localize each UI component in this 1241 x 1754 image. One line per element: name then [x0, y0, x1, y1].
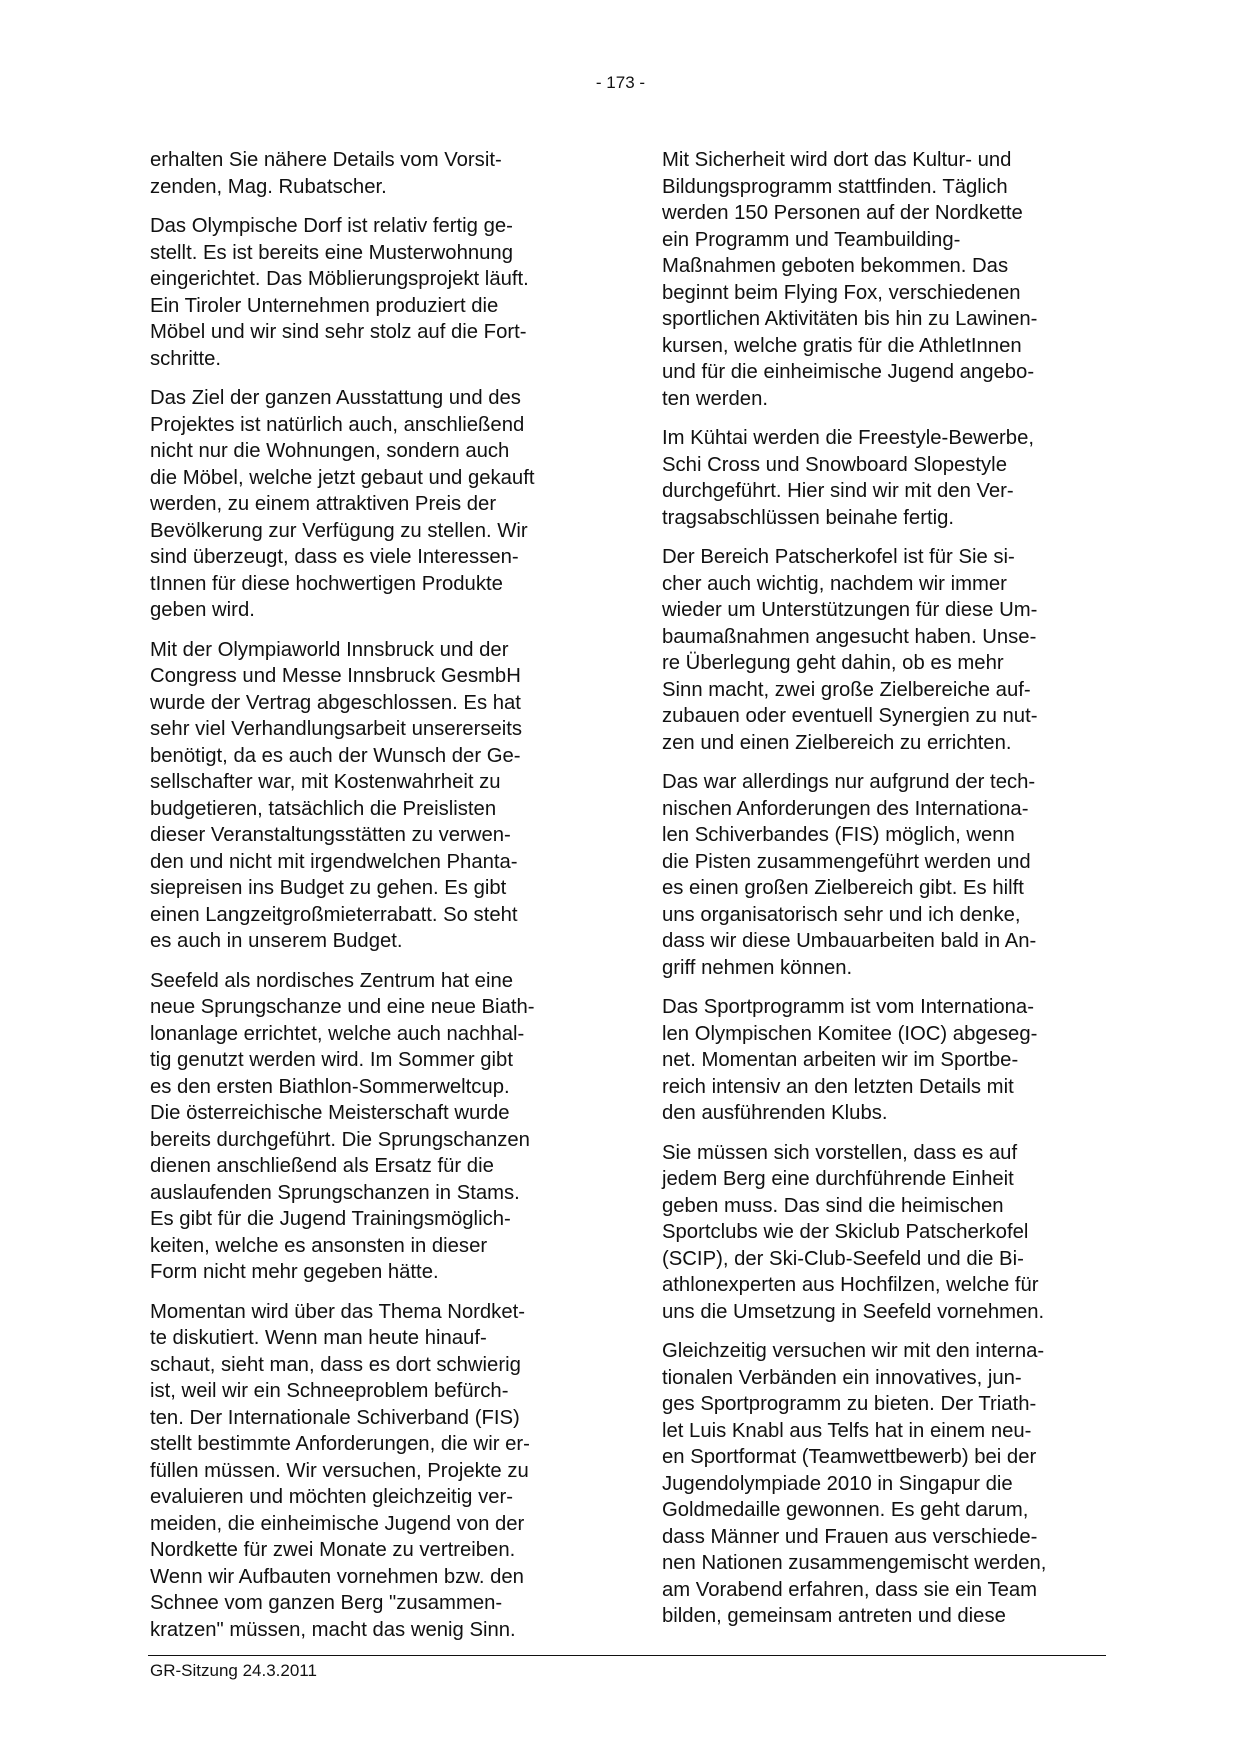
text-line: kratzen" müssen, macht das wenig Sinn. — [150, 1618, 516, 1641]
text-line: zubauen oder eventuell Synergien zu nut- — [662, 705, 1038, 727]
paragraph — [150, 968, 610, 1286]
text-line: Das Olympische Dorf ist relativ fertig ge- — [150, 215, 513, 237]
text-line: nischen Anforderungen des Internationa- — [662, 797, 1029, 820]
text-line: stellt bestimmte Anforderungen, die wir er- — [150, 1433, 530, 1455]
text-line: ist, weil wir ein Schneeproblem befürch- — [150, 1380, 509, 1402]
text-line: benötigt, da es auch der Wunsch der Ge- — [150, 744, 521, 767]
text-line: Wenn wir Aufbauten vornehmen bzw. den — [150, 1565, 524, 1588]
text-line: Es gibt für die Jugend Trainingsmöglich- — [150, 1208, 511, 1230]
text-line: Sie müssen sich vorstellen, dass es auf — [662, 1141, 1018, 1164]
text-column-left — [150, 147, 610, 1656]
text-line: sellschafter war, mit Kostenwahrheit zu — [150, 771, 501, 793]
text-line: dienen anschließend als Ersatz für die — [150, 1155, 494, 1177]
text-column-right — [662, 147, 1122, 1643]
text-line: erhalten Sie nähere Details vom Vorsit- — [150, 149, 502, 171]
text-line: lonanlage errichtet, welche auch nachhal- — [150, 1022, 525, 1045]
text-line: werden 150 Personen auf der Nordkette — [662, 202, 1023, 224]
text-line: Nordkette für zwei Monate zu vertreiben. — [150, 1539, 516, 1561]
text-line: sind überzeugt, dass es viele Interessen- — [150, 546, 519, 568]
text-line: wieder um Unterstützungen für diese Um- — [662, 599, 1038, 621]
text-line: tionalen Verbänden ein innovatives, jun- — [662, 1366, 1022, 1389]
text-line: Momentan wird über das Thema Nordket- — [150, 1300, 525, 1323]
text-line: bereits durchgeführt. Die Sprungschanzen — [150, 1128, 530, 1151]
text-line: es einen großen Zielbereich gibt. Es hilft — [662, 877, 1024, 899]
text-line: sportlichen Aktivitäten bis hin zu Lawinen- — [662, 308, 1038, 330]
text-line: athlonexperten aus Hochfilzen, welche für — [662, 1274, 1039, 1296]
text-line: Im Kühtai werden die Freestyle-Bewerbe, — [662, 427, 1034, 449]
text-line: tig genutzt werden wird. Im Sommer gibt — [150, 1049, 513, 1071]
text-line: Bildungsprogramm stattfinden. Täglich — [662, 175, 1008, 198]
text-line: Congress und Messe Innsbruck GesmbH — [150, 665, 521, 687]
paragraph — [662, 544, 1122, 756]
text-line: geben wird. — [150, 599, 255, 621]
text-line: und für die einheimische Jugend angebo- — [662, 361, 1035, 383]
paragraph — [150, 213, 610, 372]
text-line: es auch in unserem Budget. — [150, 930, 403, 952]
paragraph — [150, 637, 610, 955]
text-line: füllen müssen. Wir versuchen, Projekte zu — [150, 1459, 529, 1482]
text-line: geben muss. Das sind die heimischen — [662, 1194, 1004, 1217]
text-line: dieser Veranstaltungsstätten zu verwen- — [150, 824, 511, 846]
text-line: Der Bereich Patscherkofel ist für Sie si- — [662, 546, 1015, 568]
text-line: griff nehmen können. — [662, 956, 853, 979]
text-line: ein Programm und Teambuilding- — [662, 228, 961, 251]
text-line: neue Sprungschanze und eine neue Biath- — [150, 996, 535, 1018]
text-line: evaluieren und möchten gleichzeitig ver- — [150, 1486, 514, 1508]
text-line: ten. Der Internationale Schiverband (FIS) — [150, 1406, 520, 1429]
text-line: Mit der Olympiaworld Innsbruck und der — [150, 638, 509, 661]
text-line: keiten, welche es ansonsten in dieser — [150, 1234, 488, 1257]
text-line: es den ersten Biathlon-Sommerweltcup. — [150, 1075, 510, 1098]
text-line: nen Nationen zusammengemischt werden, — [662, 1552, 1047, 1574]
text-line: Schi Cross und Snowboard Slopestyle — [662, 453, 1007, 476]
text-line: tragsabschlüssen beinahe fertig. — [662, 506, 955, 529]
paragraph — [662, 769, 1122, 981]
text-line: beginnt beim Flying Fox, verschiedenen — [662, 281, 1021, 304]
text-line: (SCIP), der Ski-Club-Seefeld und die Bi- — [662, 1247, 1024, 1270]
text-line: Mit Sicherheit wird dort das Kultur- und — [662, 149, 1012, 171]
text-line: Sportclubs wie der Skiclub Patscherkofel — [662, 1221, 1029, 1243]
paragraph — [662, 1140, 1122, 1326]
text-line: Sinn macht, zwei große Zielbereiche auf- — [662, 678, 1031, 701]
text-line: Ein Tiroler Unternehmen produziert die — [150, 294, 499, 317]
text-line: uns die Umsetzung in Seefeld vornehmen. — [662, 1300, 1045, 1323]
text-line: jedem Berg eine durchführende Einheit — [662, 1168, 1014, 1190]
paragraph — [662, 1338, 1122, 1630]
text-line: stellt. Es ist bereits eine Musterwohnung — [150, 241, 513, 264]
text-line: nicht nur die Wohnungen, sondern auch — [150, 440, 510, 462]
text-line: len Olympischen Komitee (IOC) abgeseg- — [662, 1022, 1038, 1045]
text-line: die Möbel, welche jetzt gebaut und gekauft — [150, 466, 535, 489]
text-line: re Überlegung geht dahin, ob es mehr — [662, 652, 1004, 674]
text-line: Das Sportprogramm ist vom Internationa- — [662, 996, 1034, 1018]
text-line: en Sportformat (Teamwettbewerb) bei der — [662, 1446, 1037, 1468]
text-line: Das war allerdings nur aufgrund der tech- — [662, 771, 1036, 793]
text-line: reich intensiv an den letzten Details mit — [662, 1075, 1014, 1098]
text-line: zenden, Mag. Rubatscher. — [150, 175, 387, 198]
text-line: am Vorabend erfahren, dass sie ein Team — [662, 1578, 1038, 1601]
text-line: Form nicht mehr gegeben hätte. — [150, 1261, 439, 1283]
text-line: zen und einen Zielbereich zu errichten. — [662, 731, 1012, 754]
text-line: bilden, gemeinsam antreten und diese — [662, 1605, 1006, 1627]
text-line: schaut, sieht man, dass es dort schwierig — [150, 1353, 521, 1376]
text-line: den und nicht mit irgendwelchen Phanta- — [150, 850, 518, 873]
text-line: den ausführenden Klubs. — [662, 1102, 888, 1124]
text-line: einen Langzeitgroßmieterrabatt. So steht — [150, 903, 518, 926]
paragraph — [662, 147, 1122, 412]
text-line: budgetieren, tatsächlich die Preislisten — [150, 797, 497, 820]
text-line: auslaufenden Sprungschanzen in Stams. — [150, 1181, 520, 1204]
text-line: sehr viel Verhandlungsarbeit unsererseits — [150, 718, 523, 740]
text-line: len Schiverbandes (FIS) möglich, wenn — [662, 824, 1015, 846]
text-line: te diskutiert. Wenn man heute hinauf- — [150, 1327, 487, 1349]
text-line: ges Sportprogramm zu bieten. Der Triath- — [662, 1393, 1037, 1415]
text-line: Die österreichische Meisterschaft wurde — [150, 1102, 510, 1124]
text-line: Goldmedaille gewonnen. Es geht darum, — [662, 1499, 1029, 1521]
text-line: Das Ziel der ganzen Ausstattung und des — [150, 387, 521, 409]
text-line: uns organisatorisch sehr und ich denke, — [662, 903, 1021, 926]
text-line: durchgeführt. Hier sind wir mit den Ver- — [662, 480, 1014, 502]
text-line: siepreisen ins Budget zu gehen. Es gibt — [150, 877, 507, 899]
text-line: ten werden. — [662, 387, 768, 410]
text-line: eingerichtet. Das Möblierungsprojekt läuft. — [150, 268, 529, 290]
text-line: Möbel und wir sind sehr stolz auf die Fort- — [150, 321, 527, 343]
text-line: Seefeld als nordisches Zentrum hat eine — [150, 969, 514, 992]
text-line: tInnen für diese hochwertigen Produkte — [150, 572, 503, 595]
text-line: dass Männer und Frauen aus verschiede- — [662, 1525, 1038, 1548]
text-line: schritte. — [150, 347, 222, 370]
text-line: kursen, welche gratis für die AthletInnen — [662, 334, 1022, 357]
footer-session-date: GR-Sitzung 24.3.2011 — [150, 1661, 317, 1680]
footer-divider — [148, 1655, 1106, 1656]
text-line: net. Momentan arbeiten wir im Sportbe- — [662, 1049, 1019, 1071]
text-line: Projektes ist natürlich auch, anschließend — [150, 413, 525, 436]
text-line: Bevölkerung zur Verfügung zu stellen. Wir — [150, 519, 528, 542]
text-line: let Luis Knabl aus Telfs hat in einem neu- — [662, 1419, 1032, 1442]
text-line: Gleichzeitig versuchen wir mit den interna- — [662, 1340, 1045, 1362]
text-line: werden, zu einem attraktiven Preis der — [150, 493, 497, 515]
paragraph — [662, 425, 1122, 531]
text-line: Maßnahmen geboten bekommen. Das — [662, 255, 1009, 277]
text-line: meiden, die einheimische Jugend von der — [150, 1512, 525, 1535]
text-line: Schnee vom ganzen Berg "zusammen- — [150, 1592, 503, 1614]
text-line: Jugendolympiade 2010 in Singapur die — [662, 1472, 1013, 1495]
text-line: baumaßnahmen angesucht haben. Unse- — [662, 625, 1037, 648]
text-line: dass wir diese Umbauarbeiten bald in An- — [662, 930, 1037, 952]
page-number: - 173 - — [595, 73, 646, 92]
text-line: wurde der Vertrag abgeschlossen. Es hat — [150, 691, 521, 714]
paragraph — [150, 147, 610, 200]
paragraph — [150, 385, 610, 624]
text-line: cher auch wichtig, nachdem wir immer — [662, 572, 1007, 595]
paragraph — [662, 994, 1122, 1127]
paragraph — [150, 1299, 610, 1644]
text-line: die Pisten zusammengeführt werden und — [662, 850, 1031, 873]
